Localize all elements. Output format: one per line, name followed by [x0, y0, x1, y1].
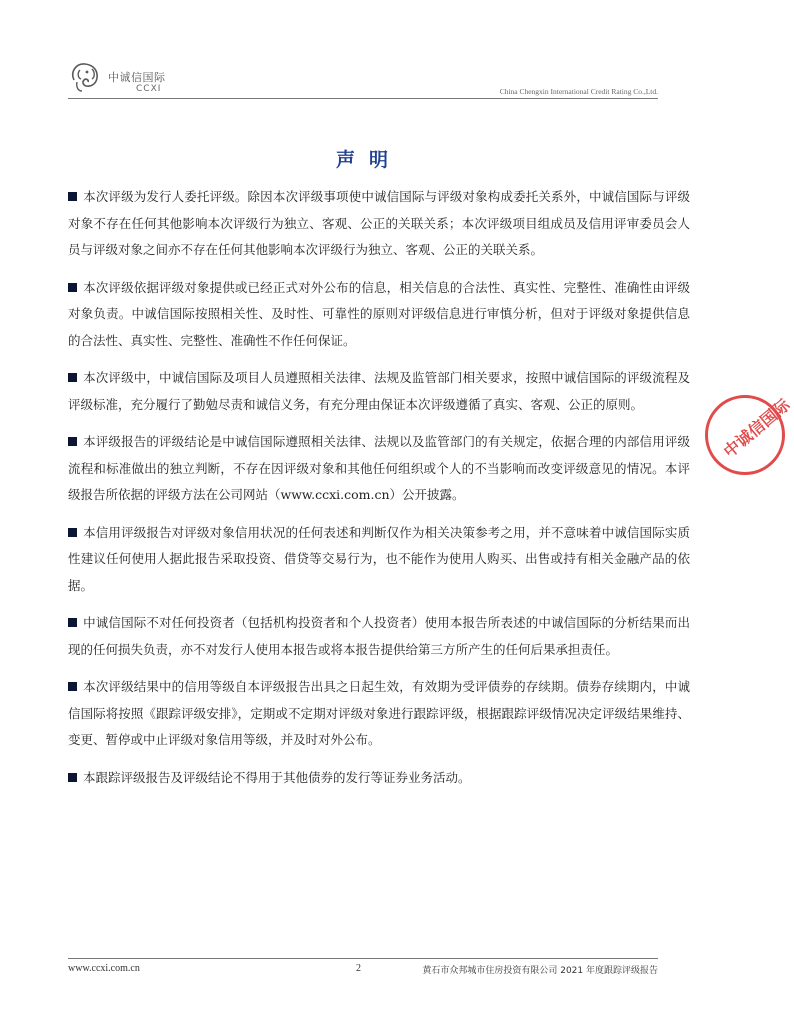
statement-paragraph [68, 275, 690, 355]
paragraph-text: 本次评级结果中的信用等级自本评级报告出具之日起生效，有效期为受评债券的存续期。债券存续期内，中诚信国际将按照《跟踪评级安排》，定期或不定期对评级对象进行跟踪评级，根据跟踪评级情况决定评级结果维持、变更、暂停或中止评级对象信用等级，并及时对外公布。 [68, 679, 690, 747]
paragraph-text: 本次评级为发行人委托评级。除因本次评级事项使中诚信国际与评级对象构成委托关系外，中诚信国际与评级对象不存在任何其他影响本次评级行为独立、客观、公正的关联关系；本次评级项目组成员及信用评审委员会人员与评级对象之间亦不存在任何其他影响本次评级行为独立、客观、公正的关联关系。 [68, 189, 690, 257]
company-english-name: China Chengxin International Credit Rating Co.,Ltd. [499, 87, 658, 96]
square-bullet-icon [68, 682, 77, 691]
square-bullet-icon [68, 437, 77, 446]
logo-english-name: CCXI [136, 84, 162, 94]
paragraph-text: 本次评级依据评级对象提供或已经正式对外公布的信息，相关信息的合法性、真实性、完整性、准确性由评级对象负责。中诚信国际按照相关性、及时性、可靠性的原则对评级信息进行审慎分析，但对于评级对象提供信息的合法性、真实性、完整性、准确性不作任何保证。 [68, 279, 690, 348]
square-bullet-icon [68, 192, 77, 201]
square-bullet-icon [68, 283, 77, 292]
square-bullet-icon [68, 773, 77, 782]
stamp-text: 中诚信国际 [719, 395, 794, 462]
paragraph-text: 本跟踪评级报告及评级结论不得用于其他债券的发行等证券业务活动。 [83, 769, 471, 785]
paragraph-text: 中诚信国际不对任何投资者（包括机构投资者和个人投资者）使用本报告所表述的中诚信国际的分析结果而出现的任何损失负责，亦不对发行人使用本报告或将本报告提供给第三方所产生的任何后果承担责任。 [68, 615, 690, 657]
square-bullet-icon [68, 373, 77, 382]
footer-report-title: 黄石市众邦城市住房投资有限公司 2021 年度跟踪评级报告 [422, 966, 658, 976]
page-number: 2 [356, 963, 361, 974]
paragraph-text: 本信用评级报告对评级对象信用状况的任何表述和判断仅作为相关决策参考之用，并不意味着中诚信国际实质性建议任何使用人据此报告采取投资、借贷等交易行为，也不能作为使用人购买、出售或持有相关金融产品的依据。 [68, 524, 690, 593]
square-bullet-icon [68, 528, 77, 537]
elephant-logo-icon [68, 60, 106, 94]
logo-chinese-name: 中诚信国际 [108, 71, 166, 84]
ccxi-logo [68, 58, 178, 98]
paragraph-text: 本次评级中，中诚信国际及项目人员遵照相关法律、法规及监管部门相关要求，按照中诚信国际的评级流程及评级标准，充分履行了勤勉尽责和诚信义务，有充分理由保证本次评级遵循了真实、客观、公正的原则。 [68, 370, 690, 412]
statement-paragraph [68, 184, 690, 264]
company-seal-stamp [705, 395, 794, 475]
statement-body [68, 184, 690, 802]
square-bullet-icon [68, 618, 77, 627]
footer-website: www.ccxi.com.cn [68, 963, 140, 974]
page-title: 声明 [335, 149, 402, 171]
statement-paragraph [68, 520, 690, 600]
statement-paragraph [68, 610, 690, 663]
paragraph-text: 本评级报告的评级结论是中诚信国际遵照相关法律、法规以及监管部门的有关规定，依据合理的内部信用评级流程和标准做出的独立判断，不存在因评级对象和其他任何组织或个人的不当影响而改变评级意见的情况。本评级报告所依据的评级方法在公司网站（www.ccxi.com.cn）公开披露。 [68, 434, 690, 502]
page-header [68, 58, 658, 102]
statement-paragraph [68, 429, 690, 509]
footer-divider [68, 958, 658, 959]
statement-paragraph [68, 674, 690, 754]
header-divider [68, 98, 658, 99]
statement-paragraph [68, 365, 690, 418]
statement-paragraph [68, 765, 690, 792]
